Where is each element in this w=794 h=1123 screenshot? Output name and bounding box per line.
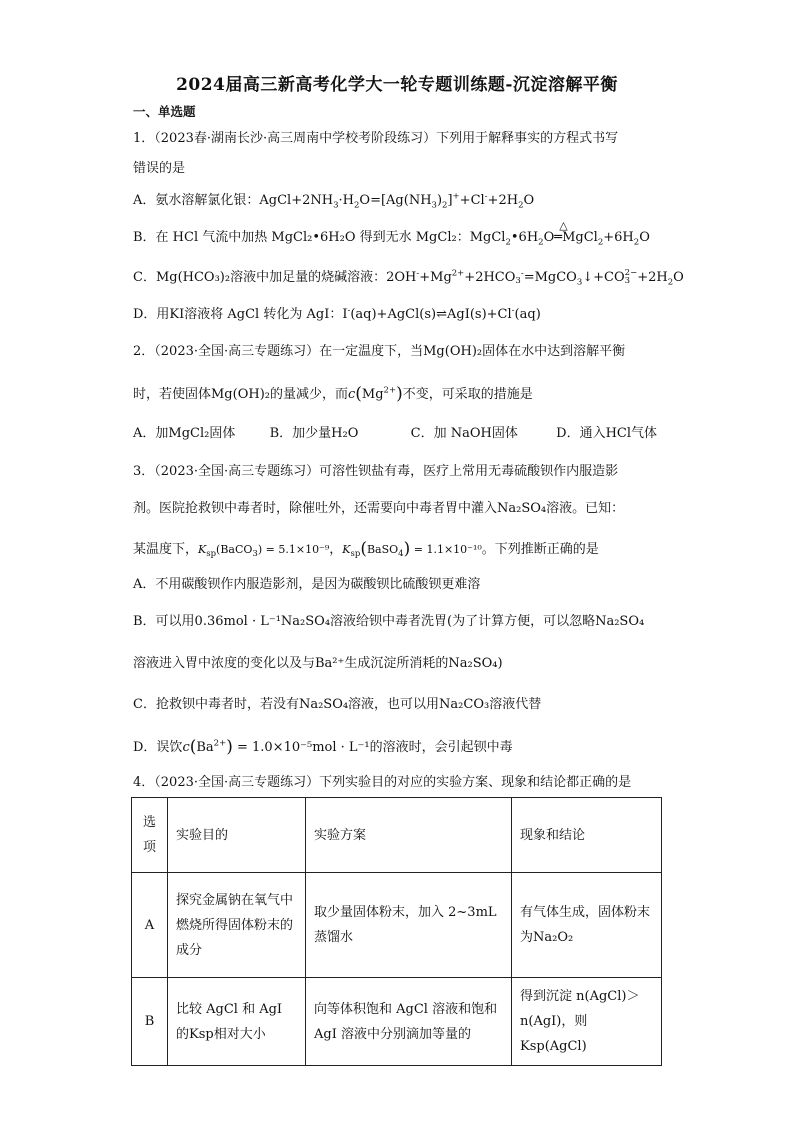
table-row	[132, 978, 662, 1066]
q1-option-a-label: A．氨水溶解氯化银：	[133, 193, 260, 208]
q3-stem-line3: 某温度下，$K_{sp}(BaCO_3) = 5.1\times 10^{-9}$，$K_{sp}(BaSO_4) = 1.1\times 10^{-10}$。下列推断正确的是	[133, 539, 599, 560]
q2-stem-line1: 2．（2023·全国·高三专题练习）在一定温度下，当Mg(OH)₂固体在水中达到溶解平衡	[133, 344, 626, 359]
q3-conc-expression: $c(Ba^{2+})$	[182, 737, 233, 757]
q3-stem-line3-b: 。下列推断正确的是	[481, 542, 599, 557]
ksp-baso4: $K_{sp}(BaSO_4) = 1.1\times 10^{-10}$	[342, 539, 482, 560]
q1-option-b	[133, 219, 650, 248]
q2-conc-expression: $c(Mg^{2+})$	[347, 384, 403, 404]
q2-options	[133, 425, 657, 443]
q1-option-c-label: C．Mg(HCO₃)₂溶液中加足量的烧碱溶液：	[133, 270, 387, 285]
q2-option-a: A．加MgCl₂固体	[133, 426, 236, 441]
table-header-cell: 实验目的	[168, 798, 306, 873]
q1-option-d-label: D．用KI溶液将 AgCl 转化为 AgI：	[133, 307, 343, 322]
q2-option-b: B．加少量H₂O	[269, 426, 359, 441]
table-row	[132, 873, 662, 978]
ksp-baco3-value: = 5.1×10⁻⁹	[265, 543, 330, 556]
q1-option-a	[133, 192, 534, 210]
ksp-baco3: $K_{sp}(BaCO_3) = 5.1\times 10^{-9}$	[198, 543, 330, 560]
q3-option-b-line1: B．可以用0.36mol · L⁻¹Na₂SO₄溶液给钡中毒者洗胃(为了计算方便，可以忽略Na₂SO₄	[133, 614, 645, 629]
equilibrium-arrow: ⇌	[436, 307, 447, 322]
q3-stem-line2: 剂。医院抢救钡中毒者时，除催吐外，还需要向中毒者胃中灌入Na₂SO₄溶液。已知：	[133, 501, 625, 516]
q2-stem-line2-a: 时，若使固体Mg(OH)₂的量减少，而	[133, 387, 348, 402]
q1-option-c-equation: $2OH^-+Mg^{2+}+2HCO$ 3-=MgCO$_3$↓+CO2− $3 +2H_2O$	[386, 268, 684, 288]
q2-stem-line2	[133, 384, 533, 404]
table-cell-result: 得到沉淀 n(AgCl)＞n(AgI)，则Ksp(AgCl)	[512, 978, 662, 1066]
heat-symbol: △	[559, 219, 568, 232]
q1-option-c	[133, 269, 684, 287]
q2-stem-line2-b: 不变，可采取的措施是	[402, 387, 533, 402]
table-header-cell: 实验方案	[306, 798, 512, 873]
q3-option-c: C．抢救钡中毒者时，若没有Na₂SO₄溶液，也可以用Na₂CO₃溶液代替	[133, 697, 542, 712]
q3-option-d	[133, 737, 513, 757]
q1-option-b-equation: $MgCl_2•6H_2O$ △ $═MgCl_2+6H_2O$	[469, 219, 650, 248]
q2-option-c: C．加 NaOH固体	[410, 426, 518, 441]
q1-option-b-label: B．在 HCl 气流中加热 MgCl₂•6H₂O 得到无水 MgCl₂：	[133, 230, 470, 245]
table-cell-option: A	[132, 873, 168, 978]
q3-option-a: A．不用碳酸钡作内服造影剂，是因为碳酸钡比硫酸钡更难溶	[133, 577, 481, 592]
table-header-cell: 选项	[132, 798, 168, 873]
table-cell-method: 取少量固体粉末，加入 2~3mL 蒸馏水	[306, 873, 512, 978]
table-cell-purpose: 比较 AgCl 和 AgI 的Ksp相对大小	[168, 978, 306, 1066]
table-cell-option: B	[132, 978, 168, 1066]
q1-stem-line2: 错误的是	[133, 161, 186, 176]
q4-stem: 4．（2023·全国·高三专题练习）下列实验目的对应的实验方案、现象和结论都正确的是	[133, 775, 632, 790]
table-cell-purpose: 探究金属钠在氧气中燃烧所得固体粉末的成分	[168, 873, 306, 978]
q3-option-d-post: = 1.0×10⁻⁵mol · L⁻¹的溶液时，会引起钡中毒	[236, 740, 513, 755]
q2-option-d: D．通入HCl气体	[556, 426, 658, 441]
q1-stem-line1: 1．（2023春·湖南长沙·高三周南中学校考阶段练习）下列用于解释事实的方程式书写	[133, 131, 619, 146]
table-header-cell: 现象和结论	[512, 798, 662, 873]
q3-stem-line3-a: 某温度下，	[133, 542, 199, 557]
q1-option-d	[133, 306, 541, 324]
table-header-row	[132, 798, 662, 873]
q3-option-b-line2: 溶液进入胃中浓度的变化以及与Ba²⁺生成沉淀所消耗的Na₂SO₄)	[133, 656, 503, 671]
q3-option-d-pre: D．误饮	[133, 740, 183, 755]
experiment-table	[131, 797, 662, 1066]
document-title: 2024届高三新高考化学大一轮专题训练题-沉淀溶解平衡	[176, 75, 618, 95]
q1-option-a-equation: $AgCl+2NH_3\cdot H_2O=[Ag(NH_3)_2]^++Cl^-+2H_2O$	[259, 191, 535, 211]
table-cell-method: 向等体积饱和 AgCl 溶液和饱和 AgI 溶液中分别滴加等量的	[306, 978, 512, 1066]
q3-stem-line1: 3．（2023·全国·高三专题练习）可溶性钡盐有毒，医疗上常用无毒硫酸钡作内服造影	[133, 464, 619, 479]
ksp-baso4-value: = 1.1×10⁻¹⁰	[413, 543, 482, 556]
q1-option-d-equation: I-(aq)+AgCl(s)⇌AgI(s)+Cl-(aq)	[342, 305, 541, 322]
table-cell-result: 有气体生成，固体粉末为Na₂O₂	[512, 873, 662, 978]
section-heading: 一、单选题	[133, 104, 196, 119]
